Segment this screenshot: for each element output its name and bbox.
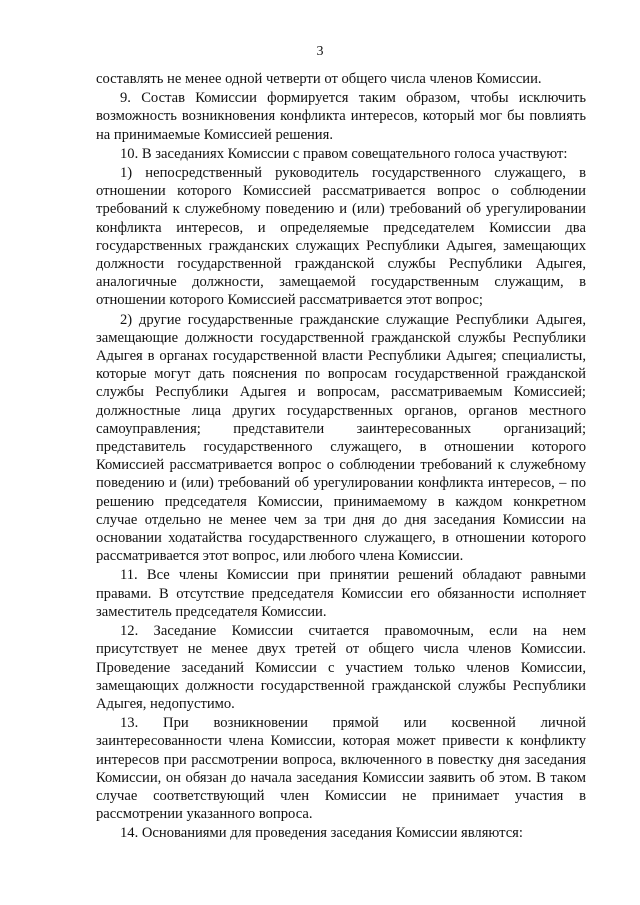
paragraph-subitem-1: 1) непосредственный руководитель государственного служащего, в отношении которого Комиссией рассматривается вопрос о соблюдении требований к служебному поведению и (или) требований об урегулировании конфликта интересов, и определяемые председателем Комиссии два государственных гражданских служащих Республики Адыгея, замещающих должности государственной гражданской службы Республики Адыгея, аналогичные должности, замещаемой государственным служащим, в отношении которого Комиссией рассматривается этот вопрос; [96, 165, 586, 309]
paragraph-subitem-2: 2) другие государственные гражданские служащие Республики Адыгея, замещающие должности государственной гражданской службы Республики Адыгея в органах государственной власти Республики Адыгея; специалисты, которые могут дать пояснения по вопросам государственной гражданской службы Республики Адыгея и вопросам, рассматриваемым Комиссией; должностные лица других государственных органов, органов местного самоуправления; представители заинтересованных организаций; представитель государственного служащего, в отношении которого Комиссией рассматривается вопрос о соблюдении требований к служебному поведению и (или) требований об урегулировании конфликта интересов, – по решению председателя Комиссии, принимаемому в каждом конкретном случае отдельно не менее чем за три дня до дня заседания Комиссии на основании ходатайства государственного служащего, в отношении которого рассматривается этот вопрос, или любого члена Комиссии. [96, 311, 586, 565]
paragraph-item-10: 10. В заседаниях Комиссии с правом совещательного голоса участвуют: [120, 145, 568, 162]
paragraph-item-13: 13. При возникновении прямой или косвенной личной заинтересованности члена Комиссии, которая может привести к конфликту интересов при рассмотрении вопроса, включенного в повестку дня заседания Комиссии, он обязан до начала заседания Комиссии заявить об этом. В таком случае соответствующий член Комиссии не принимает участия в рассмотрении указанного вопроса. [96, 715, 586, 823]
paragraph-item-14: 14. Основаниями для проведения заседания Комиссии являются: [120, 825, 523, 842]
paragraph-item-12: 12. Заседание Комиссии считается правомочным, если на нем присутствует не менее двух третей от общего числа членов Комиссии. Проведение заседаний Комиссии с участием только членов Комиссии, замещающих должности государственной гражданской службы Республики Адыгея, недопустимо. [96, 623, 586, 712]
paragraph-item-11: 11. Все члены Комиссии при принятии решений обладают равными правами. В отсутствие председателя Комиссии его обязанности исполняет заместитель председателя Комиссии. [96, 567, 586, 620]
paragraph-item-9: 9. Состав Комиссии формируется таким образом, чтобы исключить возможность возникновения конфликта интересов, который мог бы повлиять на принимаемые Комиссией решения. [96, 90, 586, 143]
document-body [96, 70, 586, 843]
paragraph-continuation: составлять не менее одной четверти от общего числа членов Комиссии. [96, 71, 542, 87]
page-number: 3 [316, 44, 324, 59]
